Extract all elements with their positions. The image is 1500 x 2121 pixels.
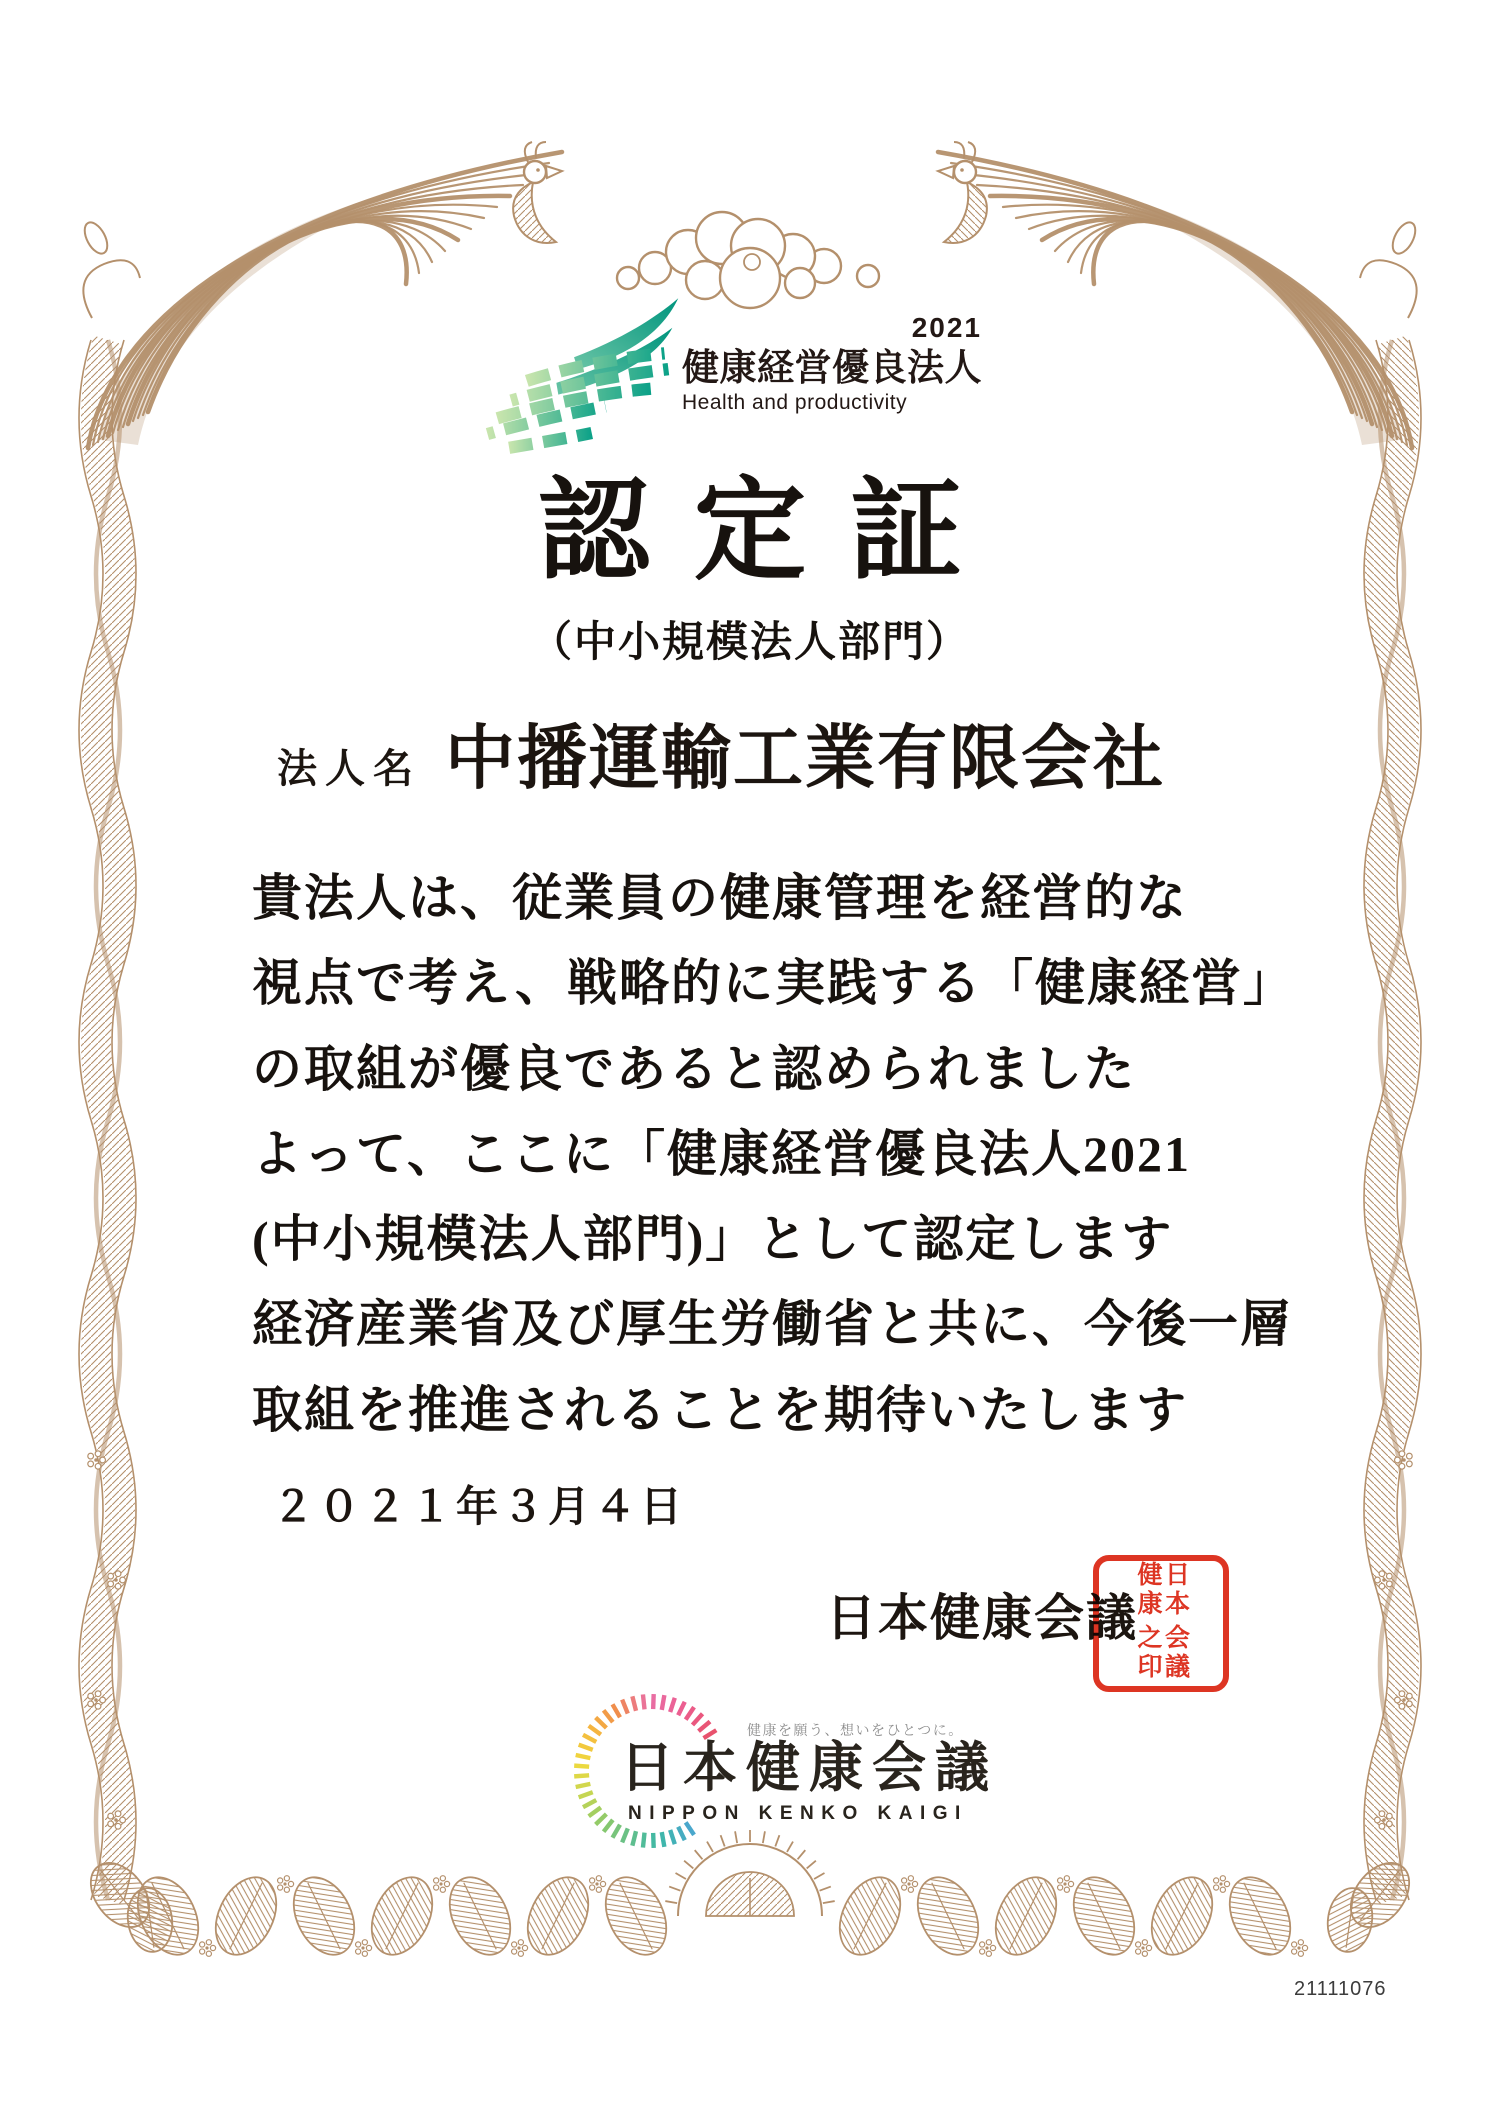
seal-left-column: 会議之印	[1134, 1623, 1189, 1682]
footer-logo-romaji: NIPPON KENKO KAIGI	[628, 1803, 968, 1824]
serial-number: 21111076	[1294, 1978, 1387, 2000]
header-logo	[458, 296, 988, 454]
footer-tagline: 健康を願う、想いをひとつに。	[747, 1722, 964, 1738]
certificate-title: 認定証	[538, 470, 1006, 594]
division-subtitle: （中小規模法人部門）	[529, 620, 970, 666]
logo-subtitle: Health and productivity	[682, 390, 908, 414]
body-line: よって、ここに「健康経営優良法人2021	[252, 1125, 1191, 1182]
body-line: (中小規模法人部門)」として認定します	[252, 1211, 1174, 1268]
logo-year: 2021	[911, 312, 982, 343]
body-line: 経済産業省及び厚生労働省と共に、今後一層	[252, 1296, 1292, 1353]
health-productivity-swoosh-icon	[458, 296, 694, 454]
issuer-signature: 日本健康会議	[826, 1590, 1138, 1646]
logo-title: 健康経営優良法人	[682, 347, 982, 388]
body-line: の取組が優良であると認められました	[252, 1040, 1136, 1097]
body-line: 貴法人は、従業員の健康管理を経営的な	[252, 870, 1188, 926]
swoosh-checker-rows	[488, 353, 669, 447]
recipient-label: 法人名	[277, 746, 421, 791]
body-line: 取組を推進されることを期待いたします	[252, 1381, 1188, 1438]
header-logo-text	[682, 296, 988, 454]
recipient-company-name: 中播運輸工業有限会社	[445, 721, 1165, 798]
red-hanko-seal	[1093, 1555, 1229, 1692]
seal-right-column: 日本健康	[1134, 1561, 1189, 1619]
issue-date: ２０２１年３月４日	[272, 1485, 687, 1531]
recipient-row	[277, 718, 1165, 802]
body-line: 視点で考え、戦略的に実践する「健康経営」	[252, 955, 1295, 1012]
footer-logo-name: 日本健康会議	[620, 1738, 998, 1798]
certificate-body	[252, 856, 1422, 1453]
